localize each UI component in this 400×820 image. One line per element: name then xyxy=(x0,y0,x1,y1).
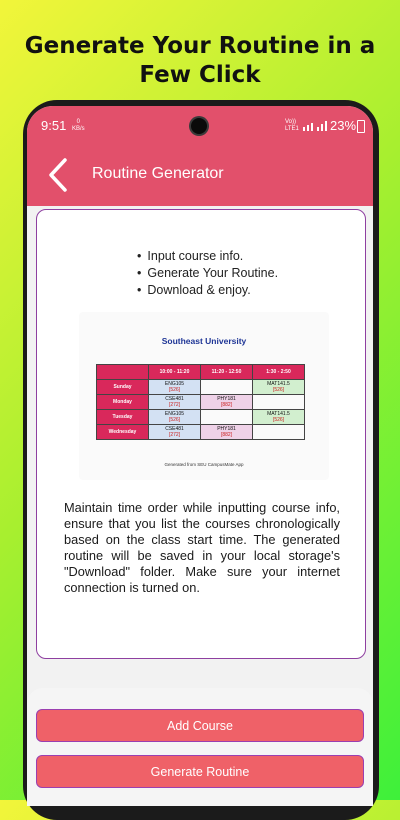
course-code: ENG105 xyxy=(164,381,185,387)
carrier-lte: LTE1 xyxy=(285,126,299,132)
table-corner xyxy=(97,365,149,380)
course-code: CSE481 xyxy=(165,396,184,402)
day-label: Monday xyxy=(97,395,149,410)
room-number: [526] xyxy=(168,387,181,393)
page-title: Routine Generator xyxy=(92,165,224,182)
routine-table xyxy=(96,364,305,440)
chevron-left-icon[interactable] xyxy=(45,156,75,194)
instruction-item: • Generate Your Routine. xyxy=(137,265,278,282)
course-code: ENG105 xyxy=(164,411,185,417)
speed-value: 0 xyxy=(76,119,80,125)
day-label: Wednesday xyxy=(97,425,149,440)
course-code: PHY181 xyxy=(217,426,236,432)
carrier-volte: Vo)) xyxy=(285,119,297,125)
room-number: [882] xyxy=(220,432,233,438)
course-cell xyxy=(149,395,201,410)
front-camera xyxy=(191,118,207,134)
room-number: [882] xyxy=(220,402,233,408)
time-slot: 10:00 - 11:20 xyxy=(149,365,201,380)
room-number: [272] xyxy=(168,402,181,408)
add-course-button[interactable]: Add Course xyxy=(36,709,364,742)
carrier-label xyxy=(285,119,299,133)
university-name: Southeast University xyxy=(161,336,247,346)
course-cell xyxy=(201,410,253,425)
battery-percent: 23% xyxy=(330,118,357,133)
room-number: [526] xyxy=(272,417,285,423)
course-cell xyxy=(149,425,201,440)
phone-screen xyxy=(27,106,373,806)
course-cell xyxy=(201,425,253,440)
action-sheet xyxy=(27,688,373,806)
course-cell xyxy=(201,395,253,410)
course-code: MAT141.5 xyxy=(267,411,290,417)
course-code: MAT141.5 xyxy=(267,381,290,387)
room-number: [526] xyxy=(168,417,181,423)
instruction-item: • Download & enjoy. xyxy=(137,282,278,299)
table-header-row xyxy=(97,365,305,380)
instructions-description: Maintain time order while inputting course info, ensure that you list the courses chronologically based on the class start time. The generated routine will be saved in your local storage's "Download" folder. Make sure your internet connection is turned on. xyxy=(64,500,340,595)
table-row xyxy=(97,425,305,440)
day-label: Tuesday xyxy=(97,410,149,425)
instruction-list xyxy=(137,248,278,299)
room-number: [526] xyxy=(272,387,285,393)
course-code: PHY181 xyxy=(217,396,236,402)
instructions-card xyxy=(36,209,366,659)
generate-routine-button[interactable]: Generate Routine xyxy=(36,755,364,788)
headline-line-1: Generate Your Routine in a xyxy=(24,33,376,59)
course-cell xyxy=(149,410,201,425)
preview-footer: Generated from SEU CampusMate App xyxy=(164,462,244,467)
routine-preview-image xyxy=(79,312,329,480)
course-cell xyxy=(253,380,305,395)
promo-headline xyxy=(0,32,400,90)
time-slot: 1:30 - 2:50 xyxy=(253,365,305,380)
course-cell xyxy=(253,425,305,440)
instruction-item: • Input course info. xyxy=(137,248,278,265)
course-code: CSE481 xyxy=(165,426,184,432)
table-row xyxy=(97,410,305,425)
status-bar xyxy=(27,106,373,144)
time-slot: 11:20 - 12:50 xyxy=(201,365,253,380)
status-time: 9:51 xyxy=(41,118,67,133)
battery-icon xyxy=(357,120,365,133)
day-label: Sunday xyxy=(97,380,149,395)
room-number: [272] xyxy=(168,432,181,438)
course-cell xyxy=(253,410,305,425)
course-cell xyxy=(253,395,305,410)
speed-unit: KB/s xyxy=(72,126,85,132)
course-cell xyxy=(201,380,253,395)
signal-icon xyxy=(303,121,327,131)
course-cell xyxy=(149,380,201,395)
network-speed xyxy=(72,119,85,133)
table-row xyxy=(97,395,305,410)
table-row xyxy=(97,380,305,395)
app-bar xyxy=(27,144,373,206)
headline-line-2: Few Click xyxy=(139,62,261,88)
